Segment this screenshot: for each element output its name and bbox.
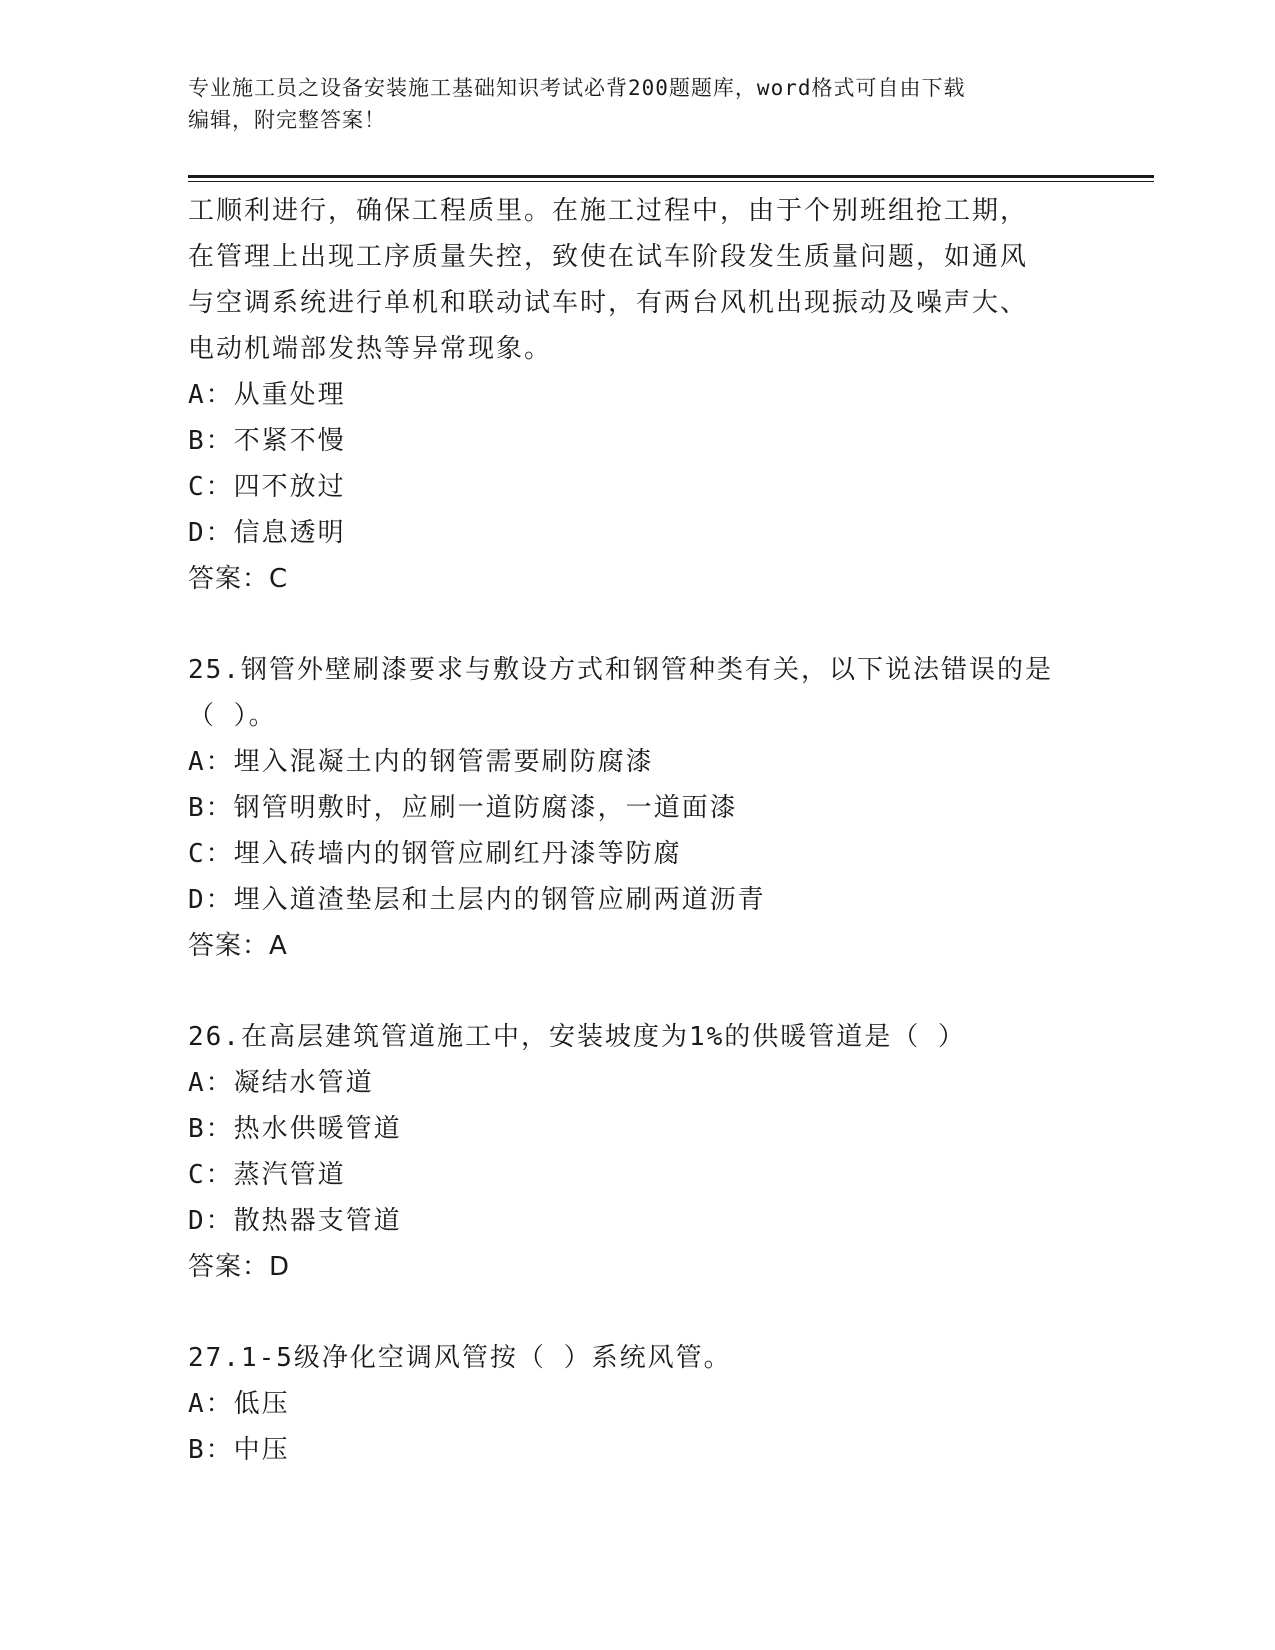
question-spacer: [188, 969, 1108, 1014]
document-header: [188, 72, 1088, 136]
option-a: A：埋入混凝土内的钢管需要刷防腐漆: [188, 747, 654, 777]
question-stem-line: 27.1-5级净化空调风管按（ ）系统风管。: [188, 1343, 732, 1373]
option-c: C：四不放过: [188, 472, 346, 502]
question-stem-line: 26.在高层建筑管道施工中，安装坡度为1%的供暖管道是（ ）: [188, 1022, 966, 1052]
option-d: D：埋入道渣垫层和土层内的钢管应刷两道沥青: [188, 885, 766, 915]
question-stem-line: （ ）。: [188, 701, 277, 731]
option-c: C：埋入砖墙内的钢管应刷红丹漆等防腐: [188, 839, 682, 869]
answer-text: 答案：C: [188, 564, 289, 594]
option-b: B：不紧不慢: [188, 426, 346, 456]
question-stem-line: 在管理上出现工序质量失控，致使在试车阶段发生质量问题，如通风: [188, 242, 1029, 272]
header-rule-thin: [188, 181, 1154, 182]
option-a: A：从重处理: [188, 380, 346, 410]
option-b: B：中压: [188, 1435, 290, 1465]
option-b: B：钢管明敷时，应刷一道防腐漆，一道面漆: [188, 793, 738, 823]
option-c: C：蒸汽管道: [188, 1160, 346, 1190]
question-spacer: [188, 602, 1108, 647]
answer-text: 答案：A: [188, 931, 288, 961]
answer-text: 答案：D: [188, 1252, 291, 1282]
header-rule-thick: [188, 175, 1154, 178]
header-line-2: 编辑，附完整答案！: [188, 108, 386, 132]
question-26: [188, 1014, 1108, 1290]
option-a: A：凝结水管道: [188, 1068, 374, 1098]
question-stem-line: 25.钢管外壁刷漆要求与敷设方式和钢管种类有关，以下说法错误的是: [188, 655, 1053, 685]
option-a: A：低压: [188, 1389, 290, 1419]
question-content: [188, 188, 1108, 1473]
question-27: [188, 1335, 1108, 1473]
option-d: D：散热器支管道: [188, 1206, 402, 1236]
question-stem-line: 电动机端部发热等异常现象。: [188, 334, 553, 364]
question-stem-line: 与空调系统进行单机和联动试车时，有两台风机出现振动及噪声大、: [188, 288, 1029, 318]
question-stem-line: 工顺利进行，确保工程质里。在施工过程中，由于个别班组抢工期，: [188, 196, 1029, 226]
question-25: [188, 647, 1108, 969]
question-24: [188, 188, 1108, 602]
option-d: D：信息透明: [188, 518, 346, 548]
option-b: B：热水供暖管道: [188, 1114, 402, 1144]
header-line-1: 专业施工员之设备安装施工基础知识考试必背200题题库，word格式可自由下载: [188, 76, 966, 100]
question-spacer: [188, 1290, 1108, 1335]
